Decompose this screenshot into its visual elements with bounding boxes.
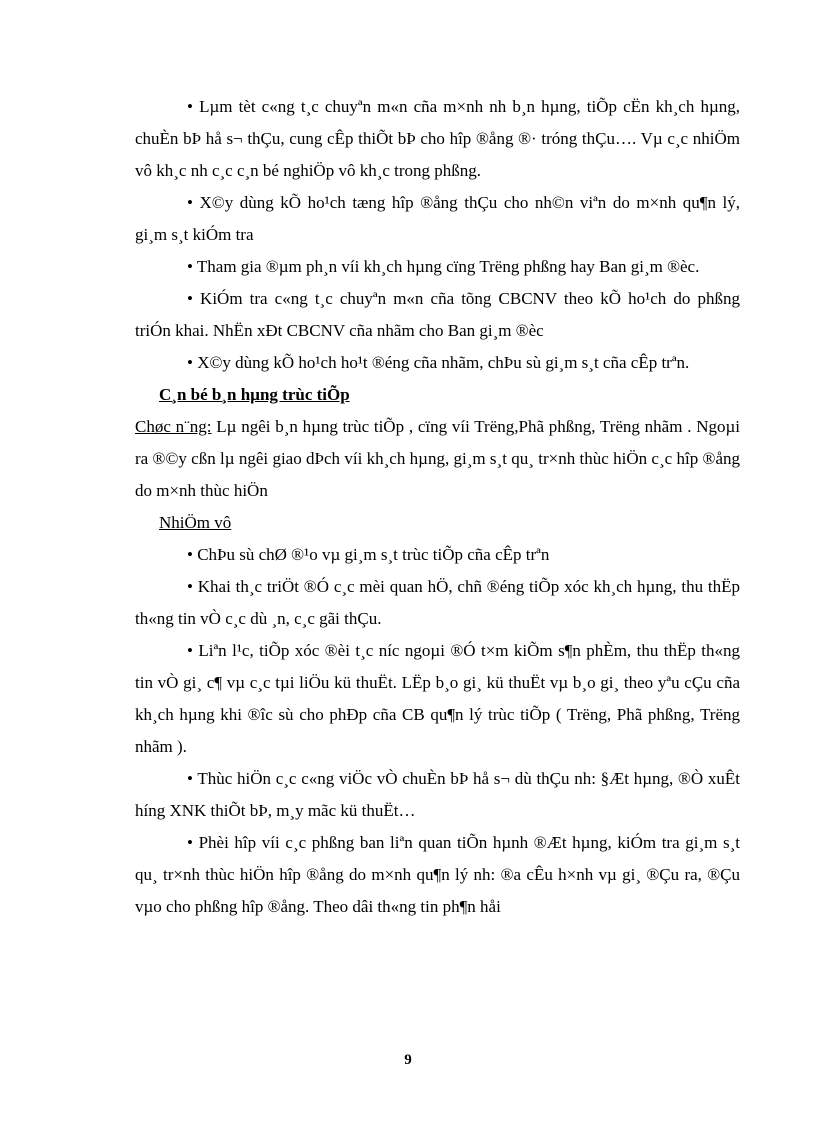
paragraph-10: • Khai th¸c triÖt ®Ó c¸c mèi quan hÖ, chñ ®éng tiÕp xóc kh¸ch hµng, thu thËp th«ng tin vÒ c¸c dù ¸n, c¸c gãi thÇu. bbox=[135, 577, 740, 628]
paragraph-11: • Liªn l¹c, tiÕp xóc ®èi t¸c níc ngoµi ®Ó t×m kiÕm s¶n phÈm, thu thËp th«ng tin vÒ gi¸ c¶ vµ c¸c tµi liÖu kü thuËt. LËp b¸o gi¸ kü thuËt vµ b¸o gi¸ theo yªu cÇu cña kh¸ch hµng khi ®îc sù cho phÐp cña CB qu¶n lý trùc tiÕp ( Trëng, Phã phßng, Trëng nhãm ). bbox=[135, 641, 740, 756]
paragraph-1: • Lµm tèt c«ng t¸c chuyªn m«n cña m×nh nh b¸n hµng, tiÕp cËn kh¸ch hµng, chuÈn bÞ hå s¬ thÇu, cung cÊp thiÕt bÞ cho hîp ®ång ®· tróng thÇu…. Vµ c¸c nhiÖm vô kh¸c nh c¸c c¸n bé nghiÖp vô kh¸c trong phßng. bbox=[135, 97, 740, 180]
function-label: Chøc n¨ng: bbox=[135, 417, 212, 436]
paragraph-5: • X©y dùng kÕ ho¹ch ho¹t ®éng cña nhãm, chÞu sù gi¸m s¸t cña cÊp trªn. bbox=[187, 353, 690, 372]
paragraph-function bbox=[135, 411, 740, 507]
paragraph-9: • ChÞu sù chØ ®¹o vµ gi¸m s¸t trùc tiÕp cña cÊp trªn bbox=[187, 545, 550, 564]
paragraph-2: • X©y dùng kÕ ho¹ch tæng hîp ®ång thÇu cho nh©n viªn do m×nh qu¶n lý, gi¸m s¸t kiÓm tra bbox=[135, 193, 740, 244]
page-number: 9 bbox=[404, 1052, 412, 1068]
paragraph-13: • Phèi hîp víi c¸c phßng ban liªn quan tiÕn hµnh ®Æt hµng, kiÓm tra gi¸m s¸t qu¸ tr×nh thùc hiÖn hîp ®ång do m×nh qu¶n lý nh: ®a cÊu h×nh vµ gi¸ ®Çu ra, ®Çu vµo cho phßng hîp ®ång. Theo dâi th«ng tin ph¶n håi bbox=[135, 833, 740, 916]
duties-label: NhiÖm vô bbox=[159, 513, 232, 532]
paragraph-3: • Tham gia ®µm ph¸n víi kh¸ch hµng cïng Trëng phßng hay Ban gi¸m ®èc. bbox=[187, 257, 700, 276]
function-text: Lµ ngêi b¸n hµng trùc tiÕp , cïng víi Trëng,Phã phßng, Trëng nhãm . Ngoµi ra ®©y cßn lµ ngêi giao dÞch víi kh¸ch hµng, gi¸m s¸t qu¸ tr×nh thùc hiÖn c¸c hîp ®ång do m×nh thùc hiÖn bbox=[135, 417, 740, 500]
paragraph-4: • KiÓm tra c«ng t¸c chuyªn m«n cña tõng CBCNV theo kÕ ho¹ch do phßng triÓn khai. NhËn xÐt CBCNV cña nhãm cho Ban gi¸m ®èc bbox=[135, 289, 740, 340]
paragraph-12: • Thùc hiÖn c¸c c«ng viÖc vÒ chuÈn bÞ hå s¬ dù thÇu nh: §Æt hµng, ®Ò xuÊt híng XNK thiÕt bÞ, m¸y mãc kü thuËt… bbox=[135, 769, 740, 820]
section-heading: C¸n bé b¸n hµng trùc tiÕp bbox=[159, 385, 350, 404]
page-body bbox=[135, 91, 740, 923]
